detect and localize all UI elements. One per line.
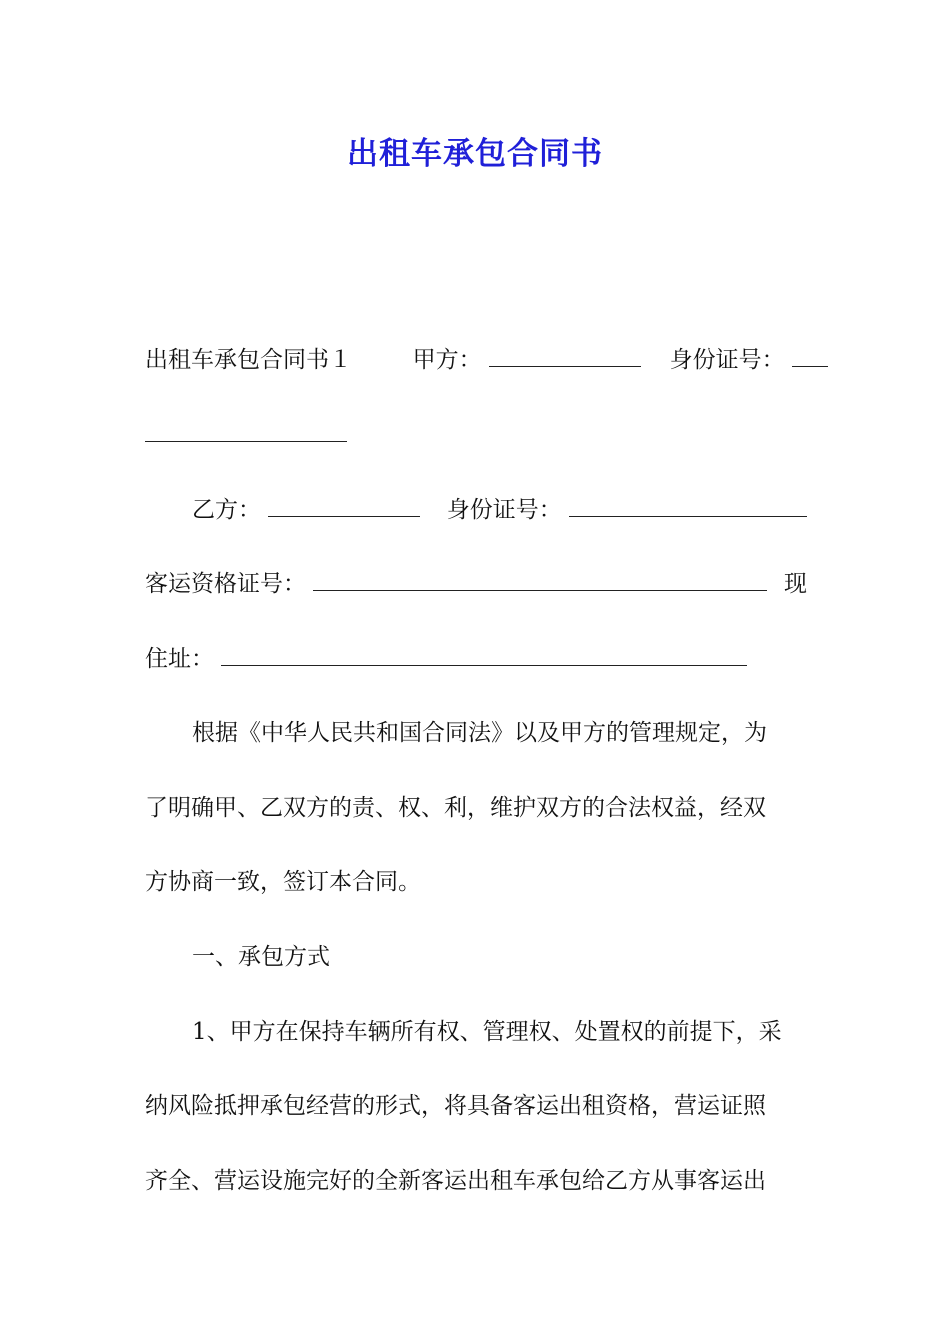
party-b-label: 乙方： (192, 497, 261, 523)
preamble-line-3: 方协商一致，签订本合同。 (145, 869, 421, 895)
qualification-label: 客运资格证号： (145, 571, 306, 597)
party-a-label: 甲方： (412, 347, 482, 373)
party-b-id-blank[interactable] (569, 496, 807, 517)
clause-1-line-3: 齐全、营运设施完好的全新客运出租车承包给乙方从事客运出 (145, 1168, 766, 1194)
address-blank[interactable] (221, 645, 747, 666)
address-label-part1: 现 (784, 571, 807, 597)
party-a-name-blank[interactable] (489, 346, 641, 367)
party-a-id-label: 身份证号： (669, 347, 785, 373)
clause-1-line-1: 1、甲方在保持车辆所有权、管理权、处置权的前提下，采 (192, 1019, 782, 1045)
party-b-line (145, 495, 807, 525)
clause-1-line-2: 纳风险抵押承包经营的形式，将具备客运出租资格，营运证照 (145, 1093, 766, 1119)
party-a-line (145, 345, 807, 375)
party-a-id-continuation (145, 420, 807, 450)
party-b-id-label: 身份证号： (446, 497, 562, 523)
qualification-blank[interactable] (313, 570, 767, 591)
address-line (145, 644, 807, 674)
preamble-line-1: 根据《中华人民共和国合同法》以及甲方的管理规定，为 (192, 720, 767, 746)
party-a-id-blank-continued[interactable] (145, 421, 347, 442)
contract-heading: 出租车承包合同书１ (145, 347, 352, 373)
party-a-id-blank[interactable] (792, 346, 828, 367)
document-title: 出租车承包合同书 (347, 136, 603, 172)
party-b-name-blank[interactable] (268, 496, 420, 517)
address-label-part2: 住址： (145, 646, 214, 672)
qualification-line (145, 569, 807, 599)
section-1-heading: 一、承包方式 (192, 944, 330, 970)
preamble-line-2: 了明确甲、乙双方的责、权、利，维护双方的合法权益，经双 (145, 795, 766, 821)
